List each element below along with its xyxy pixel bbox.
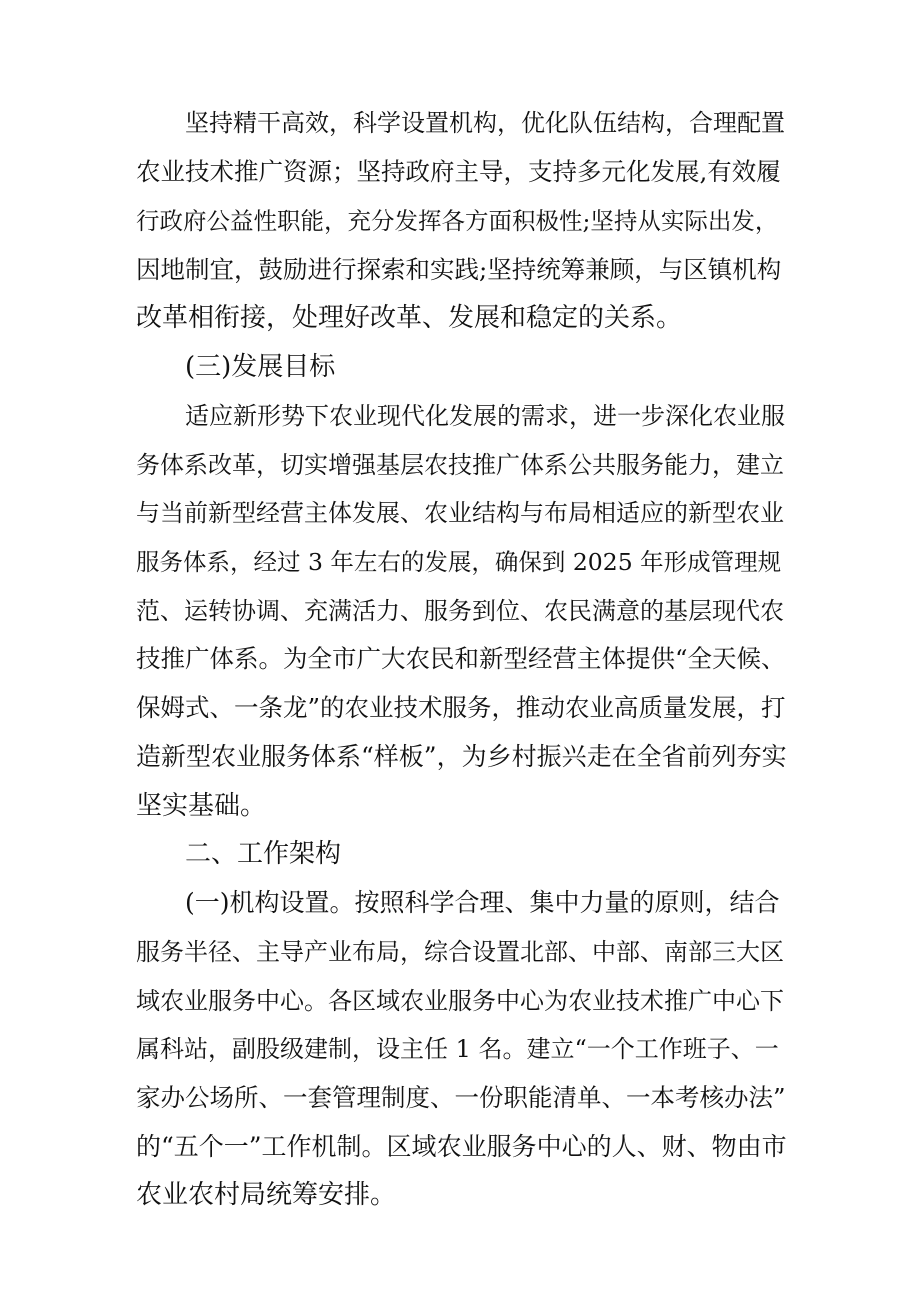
text-line-21: 家办公场所、一套管理制度、一份职能清单、一本考核办法”	[136, 1083, 786, 1112]
text-line-22: 的“五个一”工作机制。区域农业服务中心的人、财、物由市	[136, 1132, 787, 1161]
text-line-11: 范、运转协调、充满活力、服务到位、农民满意的基层现代农	[136, 597, 784, 625]
text-line-20: 属科站，副股级建制，设主任 1 名。建立“一个工作班子、一	[136, 1035, 779, 1063]
text-line-9: 与当前新型经营主体发展、农业结构与布局相适应的新型农业	[136, 499, 784, 527]
section-heading-work-structure: 二、工作架构	[185, 839, 342, 869]
text-line-4: 因地制宜，鼓励进行探索和实践;坚持统筹兼顾，与区镇机构	[136, 255, 782, 284]
text-line-13: 保姆式、一条龙”的农业技术服务，推动农业高质量发展，打	[136, 693, 786, 722]
section-heading-development-goals: (三)发展目标	[185, 352, 336, 382]
text-line-3: 行政府公益性职能，充分发挥各方面积极性;坚持从实际出发，	[136, 207, 779, 235]
text-line-2: 农业技术推广资源；坚持政府主导，支持多元化发展,有效履	[136, 157, 781, 186]
text-line-10: 服务体系，经过 3 年左右的发展，确保到 2025 年形成管理规	[136, 548, 782, 576]
text-line-5: 改革相衔接，处理好改革、发展和稳定的关系。	[136, 303, 683, 333]
text-line-15: 坚实基础。	[136, 791, 267, 821]
text-line-17: (一)机构设置。按照科学合理、集中力量的原则，结合	[185, 888, 780, 917]
text-line-18: 服务半径、主导产业布局，综合设置北部、中部、南部三大区	[136, 938, 784, 966]
text-line-23: 农业农村局统筹安排。	[136, 1180, 397, 1210]
text-line-12: 技推广体系。为全市广大农民和新型经营主体提供“全天候、	[136, 644, 786, 673]
text-line-7: 适应新形势下农业现代化发展的需求，进一步深化农业服	[185, 402, 785, 430]
text-line-19: 域农业服务中心。各区域农业服务中心为农业技术推广中心下	[136, 987, 784, 1015]
text-line-8: 务体系改革，切实增强基层农技推广体系公共服务能力，建立	[136, 451, 784, 479]
text-line-14: 造新型农业服务体系“样板”，为乡村振兴走在全省前列夯实	[136, 742, 787, 771]
text-line-1: 坚持精干高效，科学设置机构，优化队伍结构，合理配置	[185, 109, 785, 137]
